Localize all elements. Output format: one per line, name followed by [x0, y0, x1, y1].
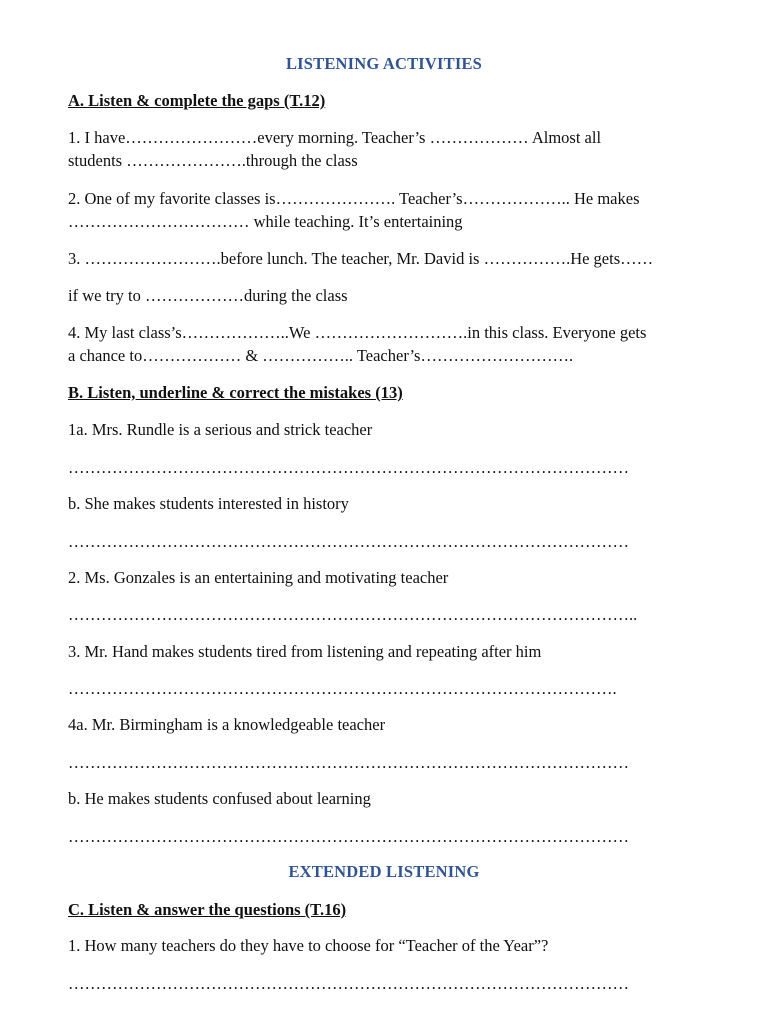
question-a4-line2: a chance to……………… & …………….. Teacher’s………………………. — [68, 346, 574, 365]
answer-line-b4b: ………………………………………………………………………………………… — [68, 827, 629, 846]
page-title: LISTENING ACTIVITIES — [285, 54, 483, 73]
question-c1: 1. How many teachers do they have to choose for “Teacher of the Year”? — [68, 936, 549, 955]
statement-b1b: b. She makes students interested in history — [68, 494, 349, 513]
answer-line-b1b: ………………………………………………………………………………………… — [68, 532, 629, 551]
section-a-heading: A. Listen & complete the gaps (T.12) — [68, 91, 326, 110]
question-a1-line2: students ………………….through the class — [68, 151, 358, 170]
extended-listening-title: EXTENDED LISTENING — [288, 862, 480, 881]
answer-line-b1a: ………………………………………………………………………………………… — [68, 458, 629, 477]
answer-line-b4a: ………………………………………………………………………………………… — [68, 753, 629, 772]
question-a3-line1: 3. …………………….before lunch. The teacher, Mr. David is …………….He gets…… — [68, 249, 654, 268]
answer-line-c1: ………………………………………………………………………………………… — [68, 974, 629, 993]
statement-b4b: b. He makes students confused about learning — [68, 789, 371, 808]
question-a1-line1: 1. I have……………………every morning. Teacher’s ……………… Almost all — [68, 128, 602, 147]
section-c-heading: C. Listen & answer the questions (T.16) — [68, 900, 347, 919]
statement-b3: 3. Mr. Hand makes students tired from listening and repeating after him — [68, 642, 542, 661]
question-a3-line2: if we try to ………………during the class — [68, 286, 348, 305]
answer-line-b3: ………………………………………………………………………………………. — [68, 679, 617, 698]
question-a4-line1: 4. My last class’s………………..We ……………………….in this class. Everyone gets — [68, 323, 647, 342]
section-b-heading: B. Listen, underline & correct the mistakes (13) — [68, 383, 403, 402]
question-a2-line1: 2. One of my favorite classes is…………………. Teacher’s……………….. He makes — [68, 189, 640, 208]
answer-line-b2: ………………………………………………………………………………………….. — [68, 605, 638, 624]
statement-b1a: 1a. Mrs. Rundle is a serious and strick teacher — [68, 420, 373, 439]
statement-b4a: 4a. Mr. Birmingham is a knowledgeable teacher — [68, 715, 386, 734]
question-a2-line2: …………………………… while teaching. It’s entertaining — [68, 212, 463, 231]
statement-b2: 2. Ms. Gonzales is an entertaining and motivating teacher — [68, 568, 449, 587]
